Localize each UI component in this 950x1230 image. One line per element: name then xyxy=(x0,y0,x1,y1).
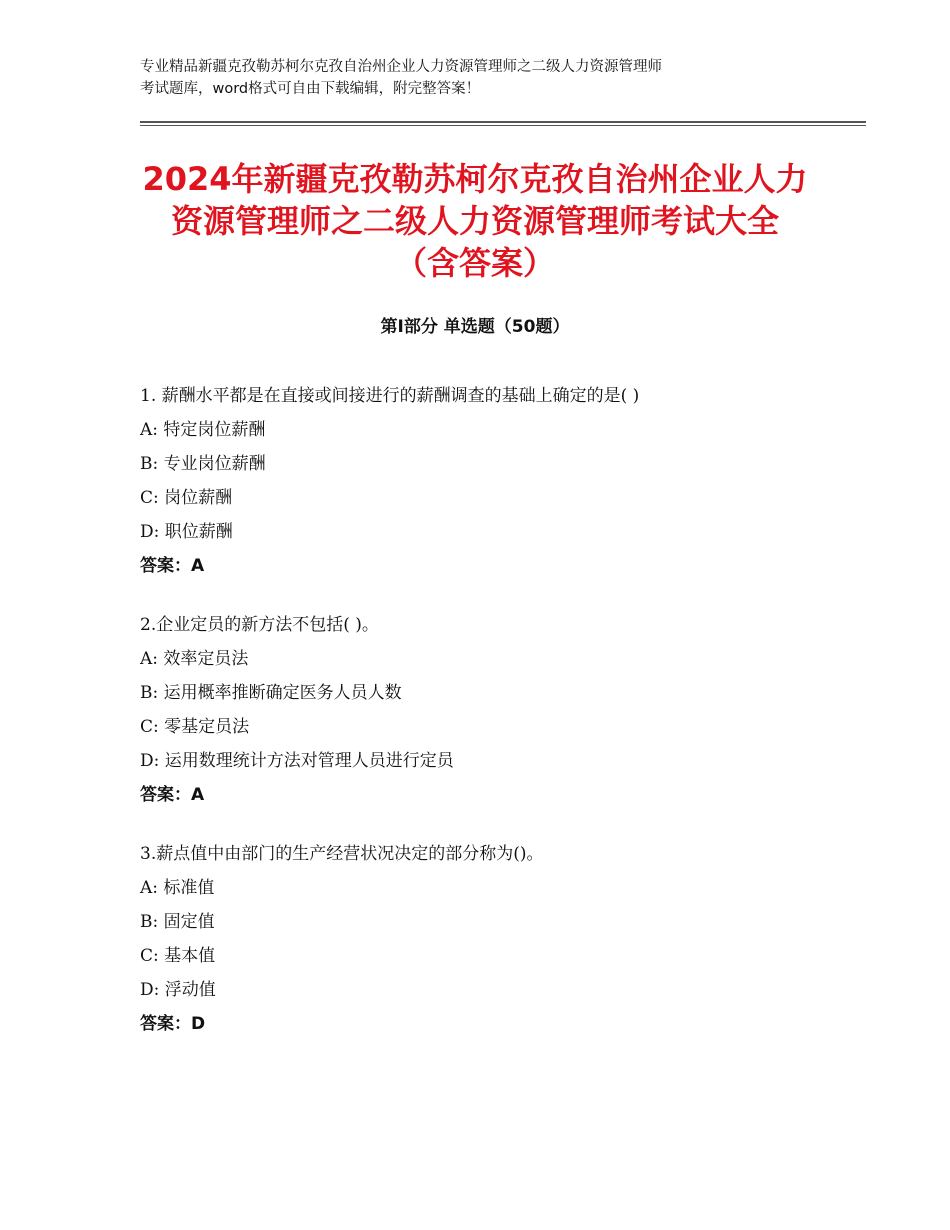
header-note-line-2: 考试题库，word格式可自由下载编辑，附完整答案！ xyxy=(140,81,481,97)
header-note-line-1: 专业精品新疆克孜勒苏柯尔克孜自治州企业人力资源管理师之二级人力资源管理师 xyxy=(140,59,662,75)
option-b: B: 固定值 xyxy=(140,912,215,932)
option-c: C: 基本值 xyxy=(140,946,216,966)
option-c: C: 零基定员法 xyxy=(140,717,250,737)
answer-label: 答案：A xyxy=(140,556,205,576)
option-a: A: 效率定员法 xyxy=(140,649,249,669)
answer-label: 答案：A xyxy=(140,785,205,805)
option-b: B: 运用概率推断确定医务人员人数 xyxy=(140,683,402,703)
question-stem: 1. 薪酬水平都是在直接或间接进行的薪酬调查的基础上确定的是( ) xyxy=(140,386,640,406)
document-title: 2024年新疆克孜勒苏柯尔克孜自治州企业人力资源管理师之二级人力资源管理师考试大全（含答案） xyxy=(142,160,808,282)
option-d: D: 职位薪酬 xyxy=(140,522,233,542)
question-item xyxy=(140,608,840,812)
header-divider-thick xyxy=(140,121,866,123)
option-c: C: 岗位薪酬 xyxy=(140,488,233,508)
option-d: D: 运用数理统计方法对管理人员进行定员 xyxy=(140,751,454,771)
option-b: B: 专业岗位薪酬 xyxy=(140,454,266,474)
question-list xyxy=(140,379,840,1066)
question-item xyxy=(140,837,840,1041)
option-a: A: 特定岗位薪酬 xyxy=(140,420,266,440)
question-stem: 3.薪点值中由部门的生产经营状况决定的部分称为()。 xyxy=(140,844,544,864)
header-note xyxy=(140,56,840,100)
header-divider-thin xyxy=(140,125,866,126)
question-item xyxy=(140,379,840,583)
question-stem: 2.企业定员的新方法不包括( )。 xyxy=(140,615,379,635)
option-a: A: 标准值 xyxy=(140,878,215,898)
answer-label: 答案：D xyxy=(140,1014,206,1034)
section-title: 第Ⅰ部分 单选题（50题） xyxy=(380,317,570,337)
option-d: D: 浮动值 xyxy=(140,980,216,1000)
